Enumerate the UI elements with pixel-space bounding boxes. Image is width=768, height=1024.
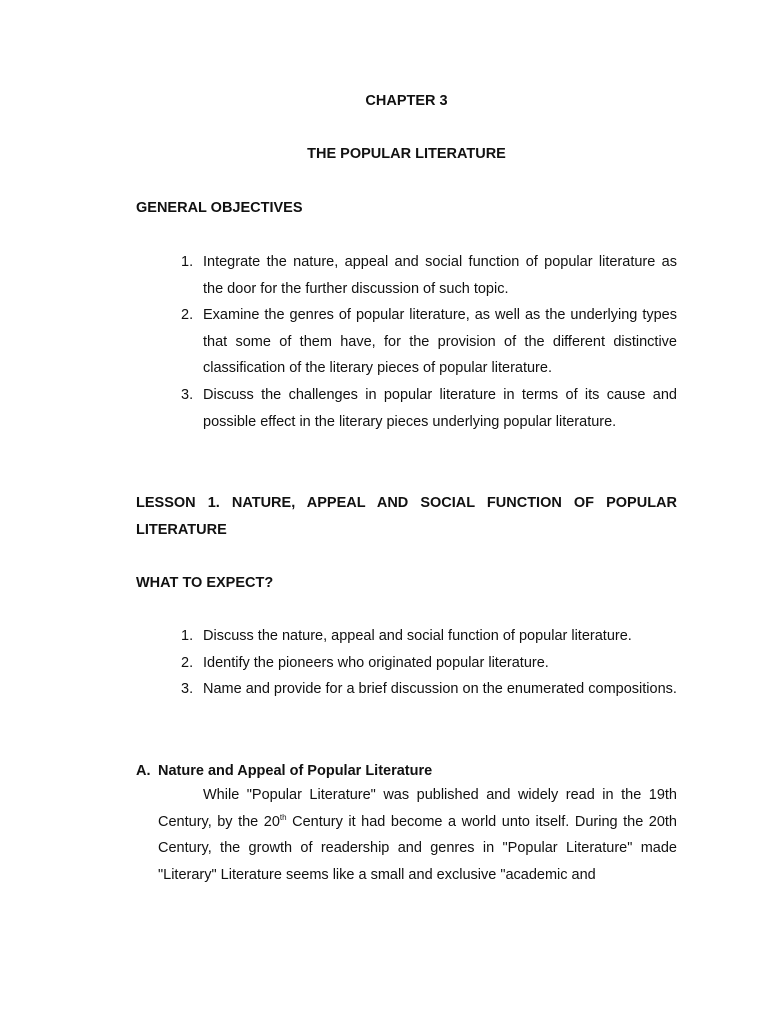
general-objectives-list — [136, 249, 677, 435]
chapter-number: CHAPTER 3 — [365, 93, 448, 109]
section-a-title: Nature and Appeal of Popular Literature — [158, 763, 433, 779]
paragraph-text-1: While "Popular Literature" was published and widely read in the 19th Century, by the 20 — [158, 787, 677, 830]
list-item-number: 1. — [181, 254, 194, 270]
list-item-number: 3. — [181, 681, 194, 698]
section-a-heading — [136, 760, 677, 782]
list-item — [136, 676, 677, 703]
list-item-text: Name and provide for a brief discussion on the enumerated compositions. — [203, 681, 677, 698]
what-to-expect-heading: WHAT TO EXPECT? — [136, 575, 274, 591]
list-item-number: 3. — [181, 386, 194, 403]
lesson-heading: LESSON 1. NATURE, APPEAL AND SOCIAL FUNCTION OF POPULAR LITERATURE — [136, 495, 677, 538]
list-item — [136, 302, 677, 382]
section-a-label: A. — [136, 763, 151, 779]
general-objectives-heading: GENERAL OBJECTIVES — [136, 200, 303, 216]
list-item-number: 1. — [181, 628, 194, 644]
list-item-number: 2. — [181, 307, 194, 324]
section-a — [136, 760, 677, 888]
chapter-title: THE POPULAR LITERATURE — [307, 146, 506, 162]
list-item-text: Integrate the nature, appeal and social function of popular literature as the door for the further discussion of such topic. — [203, 254, 677, 297]
superscript-th: th — [279, 812, 287, 822]
document-page — [136, 0, 677, 1024]
list-item — [136, 623, 677, 650]
list-item — [136, 382, 677, 435]
list-item-text: Discuss the challenges in popular literature in terms of its cause and possible effect in the literary pieces underlying popular literature. — [203, 386, 677, 430]
list-item-text: Examine the genres of popular literature, as well as the underlying types that some of them have, for the provision of the different distinctive classification of the literary pieces of popular literature. — [203, 307, 677, 377]
list-item-text: Discuss the nature, appeal and social function of popular literature. — [203, 628, 632, 644]
list-item — [136, 650, 677, 677]
list-item-number: 2. — [181, 654, 194, 671]
what-to-expect-list — [136, 623, 677, 703]
section-a-paragraph — [158, 782, 677, 888]
paragraph-text-2: Century it had become a world unto itself. During the 20th Century, the growth of readership and genres in "Popular Literature" made "Literary" Literature seems like a small and exclusive "academic and — [158, 813, 678, 883]
list-item — [136, 249, 677, 302]
list-item-text: Identify the pioneers who originated popular literature. — [203, 654, 549, 671]
